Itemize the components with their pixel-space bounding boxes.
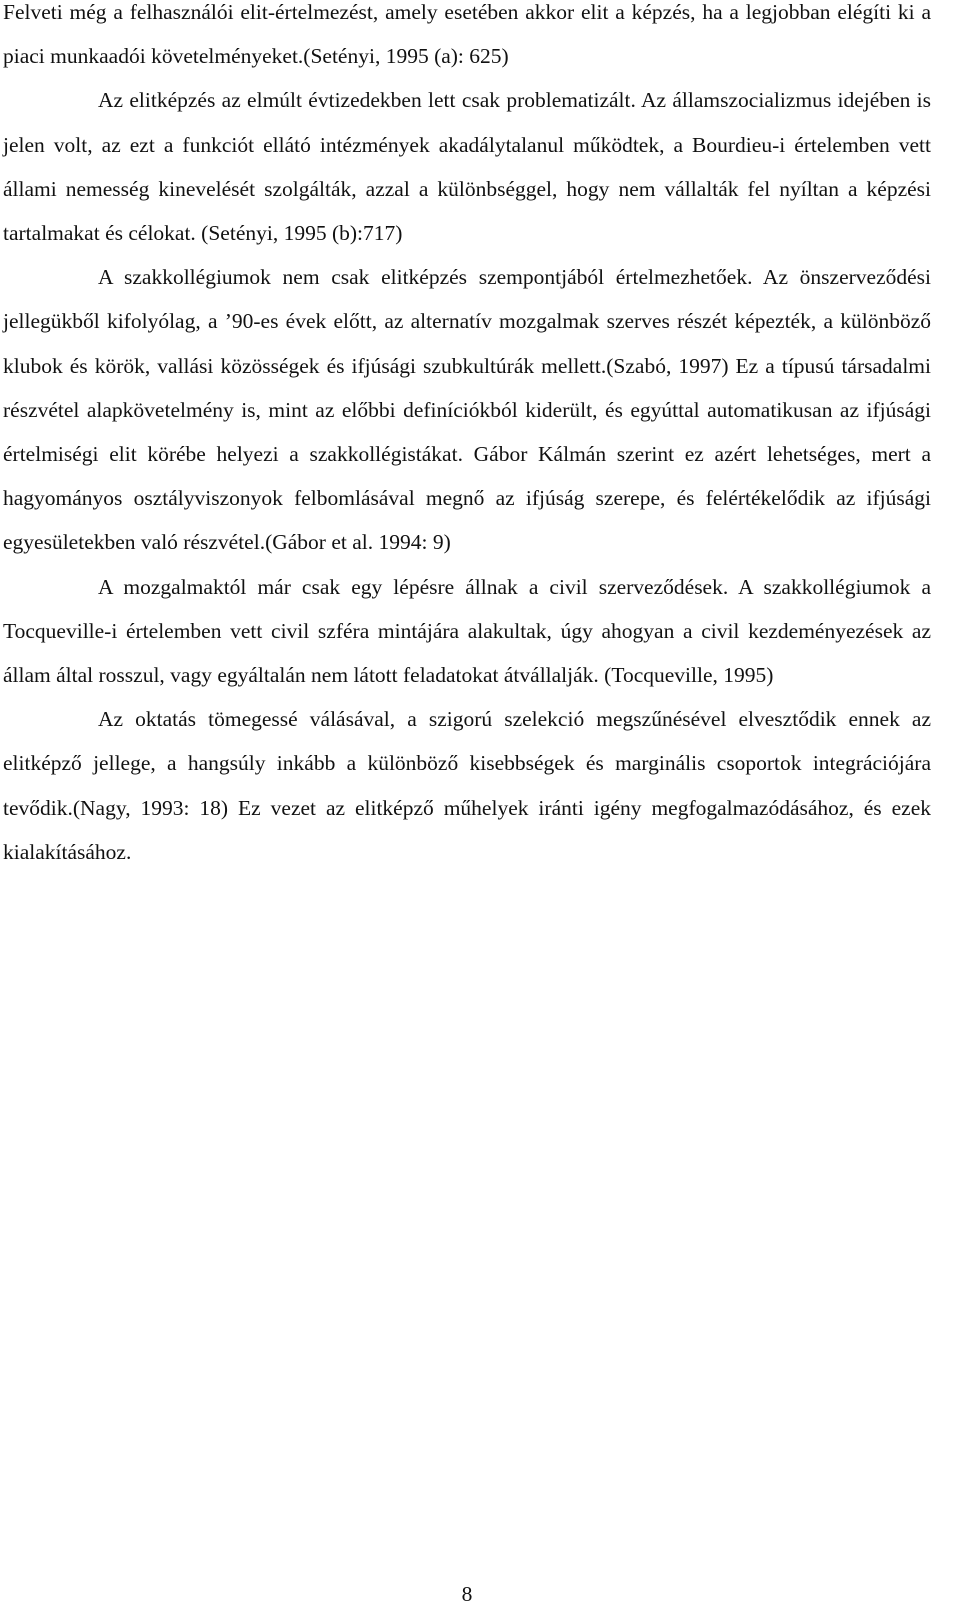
body-text: [3, 0, 931, 874]
paragraph-2: Az elitképzés az elmúlt évtizedekben lett csak problematizált. Az államszocializmus idejében is jelen volt, az ezt a funkciót ellátó intézmények akadálytalanul működtek, a Bourdieu-i értelemben vett állami nemesség kinevelését szolgálták, azzal a különbséggel, hogy nem vállalták fel nyíltan a képzési tartalmakat és célokat. (Setényi, 1995 (b):717): [3, 88, 931, 246]
paragraph-5: Az oktatás tömegessé válásával, a szigorú szelekció megszűnésével elvesztődik ennek az elitképző jellege, a hangsúly inkább a különböző kisebbségek és marginális csoportok integrációjára tevődik.(Nagy, 1993: 18) Ez vezet az elitképző műhelyek iránti igény megfogalmazódásához, és ezek kialakításához.: [3, 707, 931, 864]
paragraph-3: A szakkollégiumok nem csak elitképzés szempontjából értelmezhetőek. Az önszerveződési jellegükből kifolyólag, a ’90-es évek előtt, az alternatív mozgalmak szerves részét képezték, a különböző klubok és körök, vallási közösségek és ifjúsági szubkultúrák mellett.(Szabó, 1997) Ez a típusú társadalmi részvétel alapkövetelmény is, mint az előbbi definíciókból kiderült, és egyúttal automatikusan az ifjúsági értelmiségi elit körébe helyezi a szakkollégistákat. Gábor Kálmán szerint ez azért lehetséges, mert a hagyományos osztályviszonyok felbomlásával megnő az ifjúság szerepe, és felértékelődik az ifjúsági egyesületekben való részvétel.(Gábor et al. 1994: 9): [3, 265, 931, 555]
page-number: 8: [461, 1582, 473, 1606]
paragraph-1: Felveti még a felhasználói elit-értelmezést, amely esetében akkor elit a képzés, ha a legjobban elégíti ki a piaci munkaadói követelményeket.(Setényi, 1995 (a): 625): [3, 0, 931, 69]
paragraph-4: A mozgalmaktól már csak egy lépésre állnak a civil szerveződések. A szakkollégiumok a Tocqueville-i értelemben vett civil szféra mintájára alakultak, úgy ahogyan a civil kezdeményezések az állam által rosszul, vagy egyáltalán nem látott feladatokat átvállalják. (Tocqueville, 1995): [3, 574, 931, 688]
